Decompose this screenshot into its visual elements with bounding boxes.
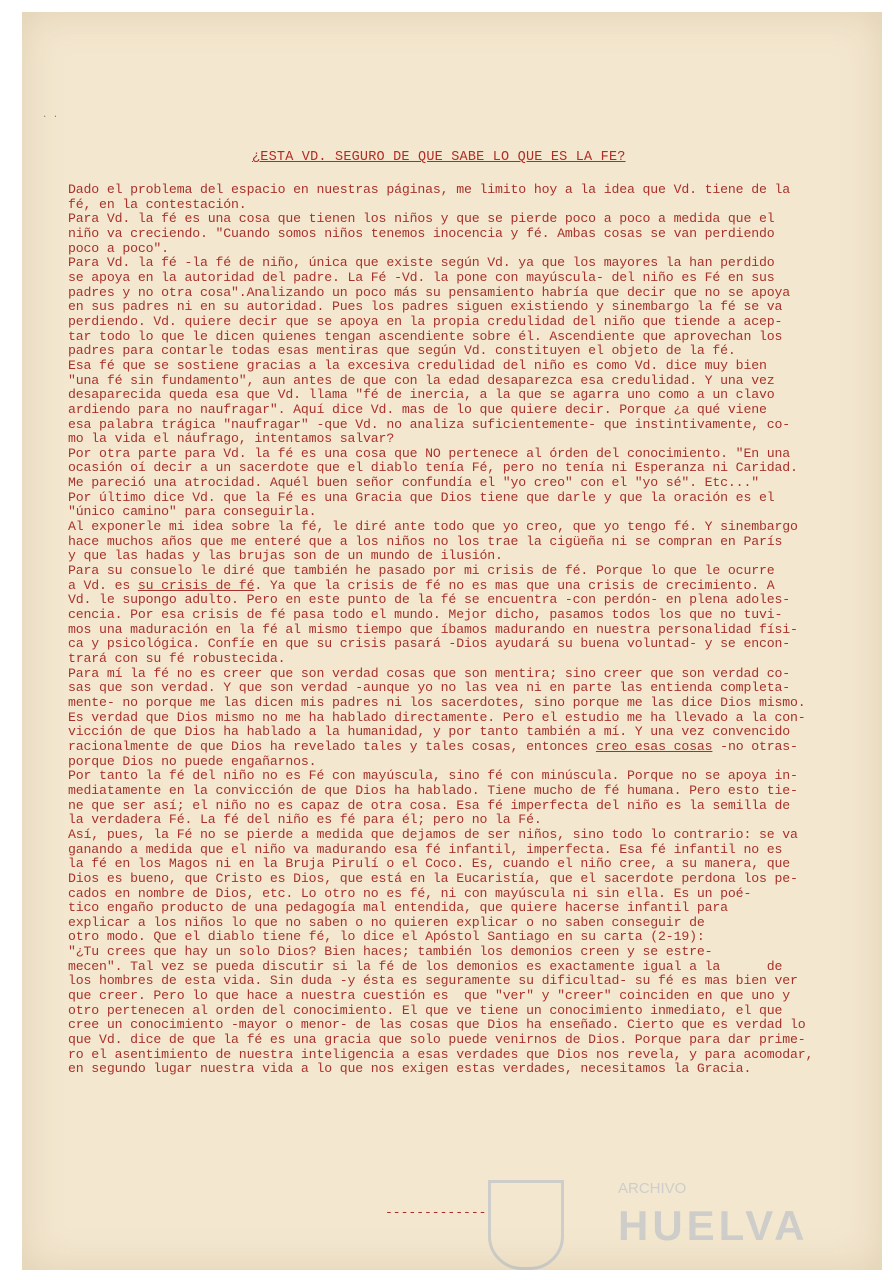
article-body [68, 183, 838, 1077]
text-line: Por tanto la fé del niño no es Fé con mayúscula, sino fé con minúscula. Porque no se apoya in- [68, 769, 798, 784]
text-line: y que las hadas y las brujas son de un mundo de ilusión. [68, 549, 503, 564]
text-line: padres y no otra cosa".Analizando un poco más su pensamiento habría que decir que no se apoya [68, 285, 791, 300]
text-line: Vd. le supongo adulto. Pero en este punto de la fé se encuentra -con perdón- en plena adoles- [68, 593, 791, 608]
text-line: sas que son verdad. Y que son verdad -aunque yo no las vea ni en parte las entienda completa- [68, 681, 791, 696]
text-line: esa palabra trágica "naufragar" -que Vd. no analiza suficientemente- que instintivamente, co- [68, 417, 791, 432]
text-line: la fé en los Magos ni en la Bruja Pirulí o el Coco. Es, cuando el niño cree, a su manera, que [68, 857, 791, 872]
text-line: mos una maduración en la fé al mismo tiempo que íbamos madurando en nuestra personalidad físi- [68, 622, 798, 637]
text-line: Así, pues, la Fé no se pierde a medida que dejamos de ser niños, sino todo lo contrario: se va [68, 827, 798, 842]
text-line: Por otra parte para Vd. la fé es una cosa que NO pertenece al órden del conocimiento. "En una [68, 446, 791, 461]
text-line: ardiendo para no naufragar". Aquí dice Vd. mas de lo que quiere decir. Porque ¿a qué viene [68, 402, 767, 417]
text-line: otro modo. Que el diablo tiene fé, lo dice el Apóstol Santiago en su carta (2-19): [68, 930, 705, 945]
text-line: desaparecida queda esa que Vd. llama "fé de inercia, a la que se agarra uno como a un clavo [68, 388, 775, 403]
underlined-phrase: creo esas cosas [595, 739, 713, 754]
text-line: Dios es bueno, que Cristo es Dios, que está en la Eucaristía, que el sacerdote perdona los pe- [68, 871, 798, 886]
text-line: mecen". Tal vez se pueda discutir si la fé de los demonios es exactamente igual a la de [68, 959, 783, 974]
text-line: "¿Tu crees que hay un solo Dios? Bien haces; también los demonios creen y se estre- [68, 945, 713, 960]
text-line: trará con su fé robustecida. [68, 652, 286, 666]
article-title: ¿ESTA VD. SEGURO DE QUE SABE LO QUE ES LA FE? [252, 150, 626, 165]
text-line: niño va creciendo. "Cuando somos niños tenemos inocencia y fé. Ambas cosas se van perdiendo [68, 226, 775, 241]
text-line: "una fé sin fundamento", aun antes de que con la edad desaparezca esa credulidad. Y una vez [68, 373, 775, 388]
watermark-small-text: ARCHIVO [618, 1180, 687, 1197]
text-line: Es verdad que Dios mismo no me ha hablado directamente. Pero el estudio me ha llevado a la con- [68, 710, 806, 725]
text-line: mo la vida el náufrago, intentamos salvar? [68, 432, 395, 447]
text-line: los hombres de esta vida. Sin duda -y ésta es seguramente su dificultad- su fé es mas bien ver [68, 974, 798, 989]
text-line: tico engaño producto de una pedagogía mal entendida, que quiere hacerse infantil para [68, 901, 728, 916]
text-line: fé, en la contestación. [68, 197, 247, 212]
text-line: cree un conocimiento -mayor o menor- de las cosas que Dios ha enseñado. Cierto que es verdad lo [68, 1018, 806, 1033]
text-line: Para Vd. la fé -la fé de niño, única que existe según Vd. ya que los mayores la han perdido [68, 256, 775, 271]
text-line: perdiendo. Vd. quiere decir que se apoya en la propia credulidad del niño que tiende a acep- [68, 314, 783, 329]
underlined-phrase: su crisis de fé [137, 578, 255, 593]
text-line: en sus padres ni en su autoridad. Pues los padres siguen existiendo y sinembargo la fé se va [68, 300, 783, 315]
text-line: Me pareció una atrocidad. Aquél buen señor confundía el "yo creo" con el "yo sé". Etc..." [68, 476, 759, 491]
text-line: explicar a los niños lo que no saben o no quieren explicar o no saben conseguir de [68, 915, 705, 930]
text-line: vicción de que Dios ha hablado a la humanidad, y por tanto también a mí. Y una vez convencido [68, 725, 791, 740]
text-line: hace muchos años que me enteré que a los niños no los trae la cigüeña ni se compran en París [68, 534, 783, 549]
text-line: padres para contarle todas esas mentiras que según Vd. constituyen el objeto de la fé. [68, 344, 736, 359]
text-line: ocasión oí decir a un sacerdote que el diablo tenía Fé, pero no tenía ni Esperanza ni Caridad. [68, 461, 798, 476]
text-line: porque Dios no puede engañarnos. [68, 754, 317, 769]
text-line: cencia. Por esa crisis de fé pasa todo el mundo. Mejor dicho, pasamos todos los que no tuvi- [68, 608, 783, 623]
text-line: racionalmente de que Dios ha revelado tales y tales cosas, entonces creo esas cosas -no otras- [68, 739, 798, 754]
text-line: Dado el problema del espacio en nuestras páginas, me limito hoy a la idea que Vd. tiene de la [68, 183, 791, 197]
text-line: tar todo lo que le dicen quienes tengan ascendiente sobre él. Ascendiente que aprovechan los [68, 329, 783, 344]
text-line: que Vd. dice de que la fé es una gracia que solo puede venirnos de Dios. Porque para dar prime- [68, 1033, 806, 1048]
text-line: a Vd. es su crisis de fé. Ya que la crisis de fé no es mas que una crisis de crecimiento. A [68, 578, 775, 593]
text-line: la verdadera Fé. La fé del niño es fé para él; pero no la Fé. [68, 813, 542, 828]
text-line: ro el asentimiento de nuestra inteligencia a esas verdades que Dios nos revela, y para acomodar, [68, 1047, 814, 1062]
text-line: poco a poco". [68, 241, 169, 256]
text-line: mediatamente en la convicción de que Dios ha hablado. Tiene mucho de fé humana. Pero esto tie- [68, 783, 798, 798]
text-line: cados en nombre de Dios, etc. Lo otro no es fé, ni con mayúscula ni sin ella. Es un poé- [68, 886, 752, 901]
text-line: Por último dice Vd. que la Fé es una Gracia que Dios tiene que darle y que la oración es el [68, 490, 775, 505]
shield-logo-icon [488, 1180, 564, 1270]
text-line: Esa fé que se sostiene gracias a la excesiva credulidad del niño es como Vd. dice muy bien [68, 358, 767, 373]
text-line: "único camino" para conseguirla. [68, 505, 317, 520]
text-line: otro pertenecen al orden del conocimiento. El que ve tiene un conocimiento inmediato, el que [68, 1003, 783, 1018]
paper-specks: · · [42, 112, 59, 122]
watermark-text: HUELVA [618, 1202, 809, 1249]
text-line: ca y psicológica. Confíe en que su crisis pasará -Dios ayudará su buena voluntad- y se encon- [68, 637, 791, 652]
text-line: mente- no porque me las dicen mis padres ni los sacerdotes, sino porque me las dice Dios mismo. [68, 695, 806, 710]
text-line: en segundo lugar nuestra vida a lo que nos exigen estas verdades, necesitamos la Gracia. [68, 1062, 752, 1077]
closing-rule: ------------- [385, 1205, 487, 1220]
archive-watermark [488, 1180, 848, 1264]
text-line: ganando a medida que el niño va madurando esa fé infantil, imperfecta. Esa fé infantil no es [68, 842, 783, 857]
text-line: Para su consuelo le diré que también he pasado por mi crisis de fé. Porque lo que le ocurre [68, 564, 775, 579]
text-line: se apoya en la autoridad del padre. La Fé -Vd. la pone con mayúscula- del niño es Fé en sus [68, 270, 775, 285]
text-line: Para Vd. la fé es una cosa que tienen los niños y que se pierde poco a poco a medida que el [68, 212, 775, 227]
text-line: ne que ser así; el niño no es capaz de otra cosa. Esa fé imperfecta del niño es la semilla de [68, 798, 791, 813]
text-line: Al exponerle mi idea sobre la fé, le diré ante todo que yo creo, que yo tengo fé. Y sinembargo [68, 520, 798, 535]
text-line: que creer. Pero lo que hace a nuestra cuestión es que "ver" y "creer" coinciden en que uno y [68, 989, 791, 1004]
text-line: Para mí la fé no es creer que son verdad cosas que son mentira; sino creer que son verdad co- [68, 666, 791, 681]
